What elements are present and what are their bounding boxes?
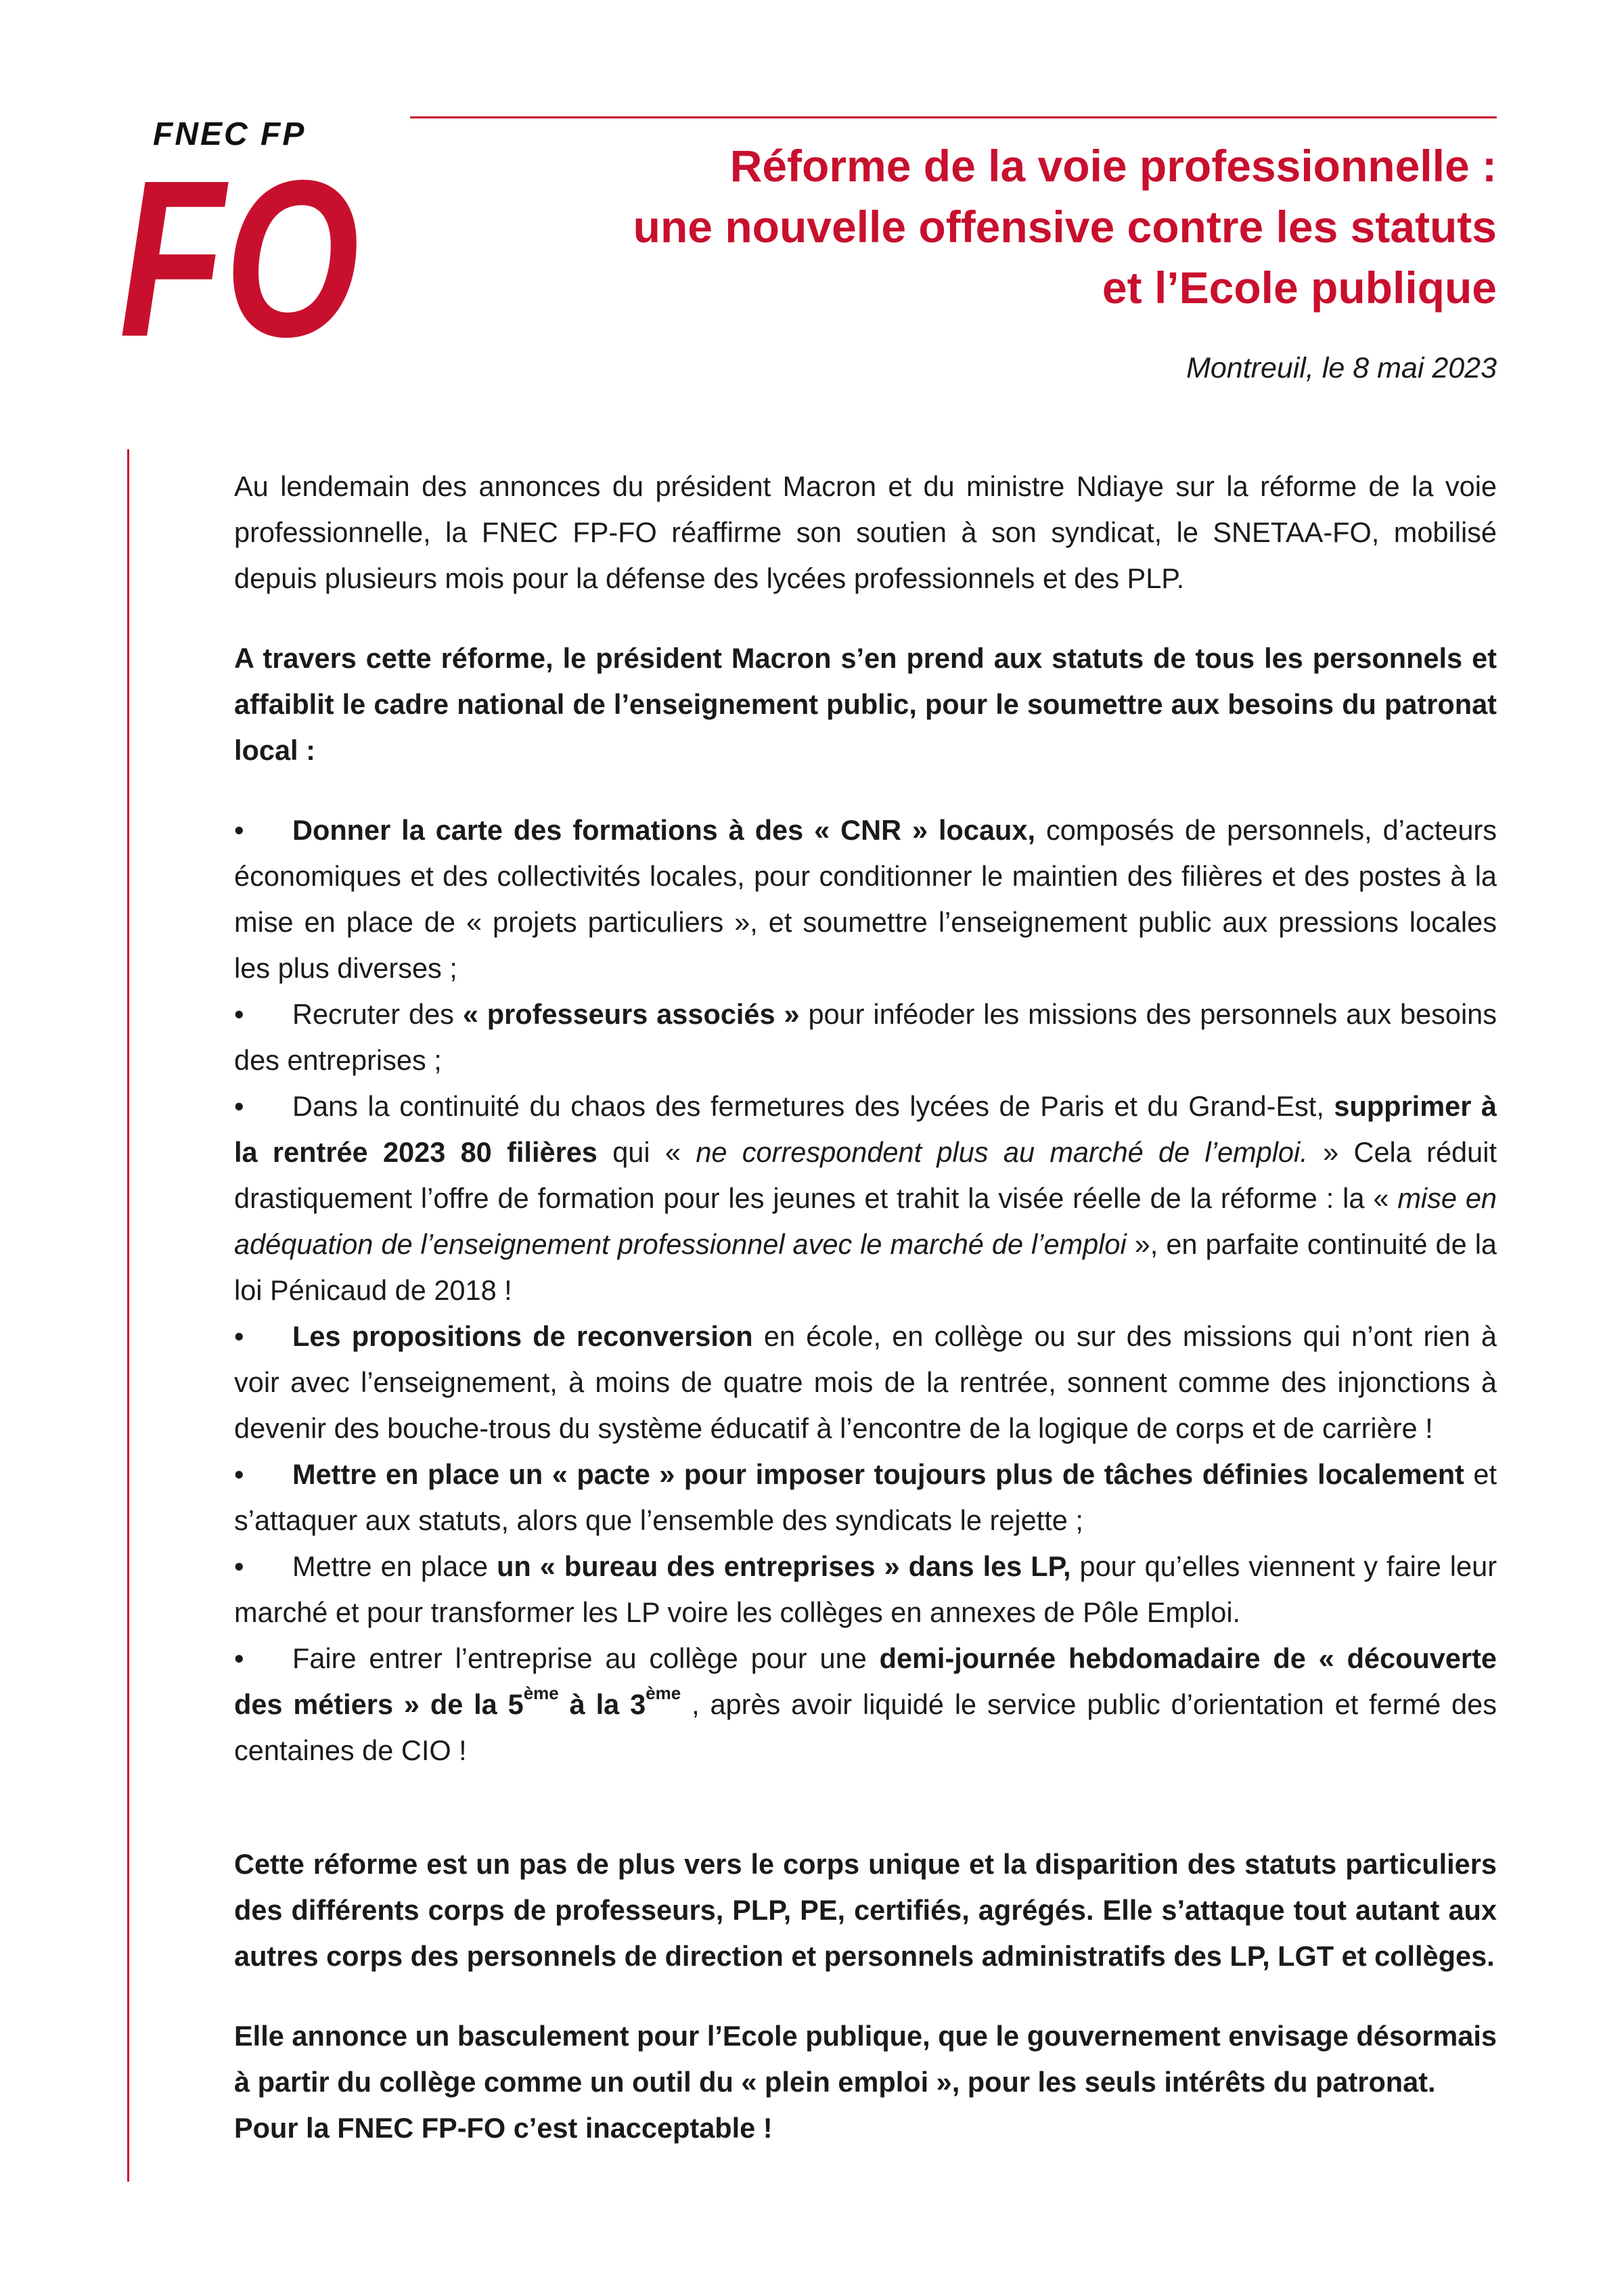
bullet-icon: • (234, 814, 244, 846)
conclusion-paragraph-1: Cette réforme est un pas de plus vers le corps unique et la disparition des statuts particuliers des différents corps de professeurs, PLP, PE, certifiés, agrégés. Elle s’attaque tout autant aux autres corps des personnels de direction et personnels administratifs des LP, LGT et collèges. (234, 1848, 1497, 1972)
bullet-icon: • (234, 1550, 244, 1582)
bullet-item-pacte: • Mettre en place un « pacte » pour imposer toujours plus de tâches définies localement et s’attaquer aux statuts, alors que l’ensemble des syndicats le rejette ; (234, 1451, 1497, 1544)
bullet-item-reconversion: • Les propositions de reconversion en école, en collège ou sur des missions qui n’ont rien à voir avec l’enseignement, à moins de quatre mois de la rentrée, sonnent comme des injonctions à devenir des bouche-trous du système éducatif à l’encontre de la logique de corps et de carrière ! (234, 1313, 1497, 1451)
margin-rule (127, 449, 129, 2182)
bullet-icon: • (234, 1642, 244, 1674)
header-rule (410, 116, 1497, 118)
logo-top-text: FNEC FP (153, 116, 307, 152)
title-line-2: une nouvelle offensive contre les statuts (633, 202, 1497, 252)
lead-paragraph: A travers cette réforme, le président Macron s’en prend aux statuts de tous les personnels et affaiblit le cadre national de l’enseignement public, pour le soumettre aux besoins du patronat local : (234, 642, 1497, 766)
bullet-item-filieres: • Dans la continuité du chaos des fermetures des lycées de Paris et du Grand-Est, supprimer à la rentrée 2023 80 filières qui « ne correspondent plus au marché de l’emploi. » Cela réduit drastiquement l’offre de formation pour les jeunes et trahit la visée réelle de la réforme : la « mise en adéquation de l’enseignement professionnel avec le marché de l’emploi », en parfaite continuité de la loi Pénicaud de 2018 ! (234, 1083, 1497, 1313)
fnec-fp-fo-logo (119, 114, 361, 344)
intro-paragraph: Au lendemain des annonces du président Macron et du ministre Ndiaye sur la réforme de la voie professionnelle, la FNEC FP-FO réaffirme son soutien à son syndicat, le SNETAA-FO, mobilisé depuis plusieurs mois pour la défense des lycées professionnels et des PLP. (234, 470, 1497, 594)
title-line-3: et l’Ecole publique (1102, 263, 1497, 313)
document-body (234, 464, 1497, 2151)
bullet-item-bureau-entreprises: • Mettre en place un « bureau des entreprises » dans les LP, pour qu’elles viennent y faire leur marché et pour transformer les LP voire les collèges en annexes de Pôle Emploi. (234, 1544, 1497, 1636)
title-line-1: Réforme de la voie professionnelle : (729, 141, 1497, 191)
dateline: Montreuil, le 8 mai 2023 (1186, 352, 1497, 384)
conclusion-paragraph-2: Elle annonce un basculement pour l’Ecole publique, que le gouvernement envisage désormais à partir du collège comme un outil du « plein emploi », pour les seuls intérêts du patronat. Pour la FNEC FP-FO c’est inacceptable ! (234, 2020, 1497, 2144)
bullet-item-decouverte-metiers: • Faire entrer l’entreprise au collège pour une demi-journée hebdomadaire de « découverte des métiers » de la 5ème à la 3ème , après avoir liquidé le service public d’orientation et fermé des centaines de CIO ! (234, 1636, 1497, 1774)
bullet-icon: • (234, 1458, 244, 1490)
bullet-item-cnr: • Donner la carte des formations à des « CNR » locaux, composés de personnels, d’acteurs économiques et des collectivités locales, pour conditionner le maintien des filières et des postes à la mise en place de « projets particuliers », et soumettre l’enseignement public aux pressions locales les plus diverses ; (234, 807, 1497, 991)
bullet-icon: • (234, 998, 244, 1030)
bullet-icon: • (234, 1090, 244, 1122)
bullet-item-professeurs-associes: • Recruter des « professeurs associés » pour inféoder les missions des personnels aux besoins des entreprises ; (234, 991, 1497, 1083)
bullet-icon: • (234, 1320, 244, 1352)
logo-main-text: FO (119, 133, 359, 344)
document-title (410, 135, 1497, 318)
